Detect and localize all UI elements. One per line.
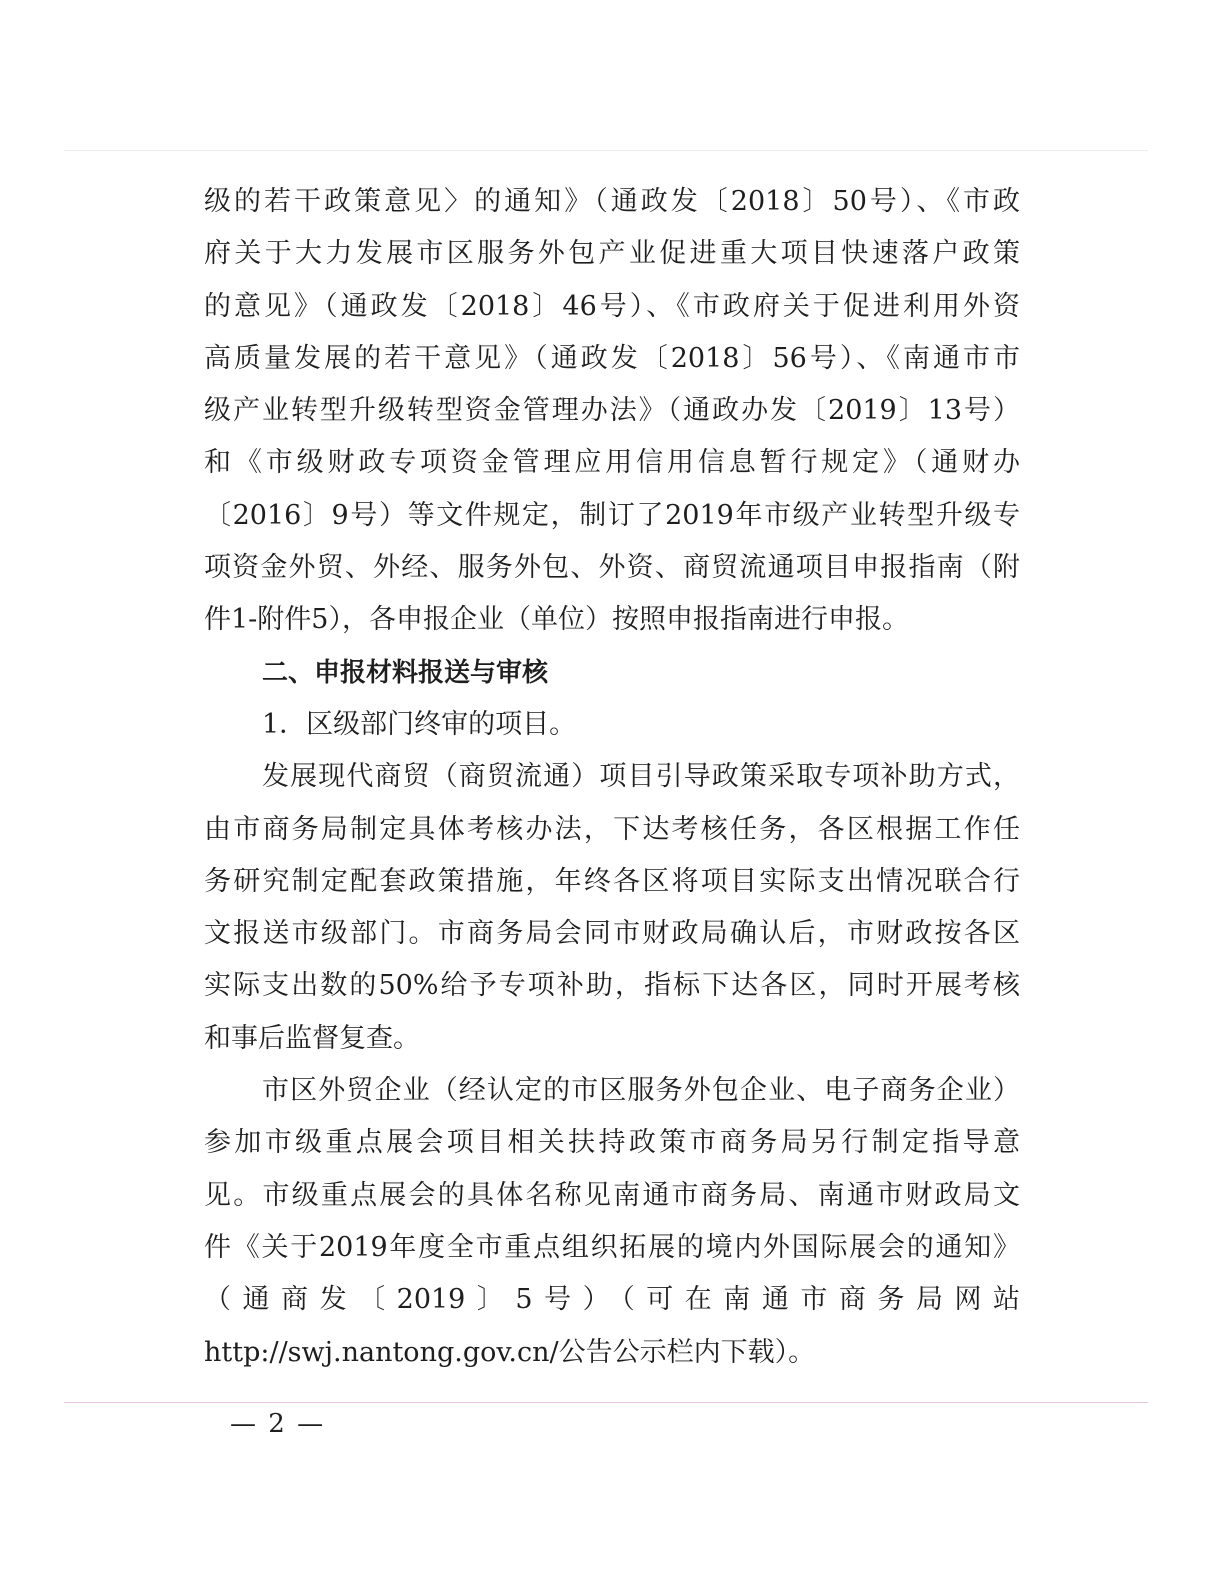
document-body (204, 176, 1020, 1379)
text-line: 见。市级重点展会的具体名称见南通市商务局、南通市财政局文 (204, 1179, 1020, 1211)
header-rule (64, 150, 1148, 151)
text-line: （通商发〔2019〕5号）（可在南通市商务局网站 (204, 1284, 1020, 1316)
text-line: 参加市级重点展会项目相关扶持政策市商务局另行制定指导意 (204, 1127, 1020, 1159)
text-line: 发展现代商贸（商贸流通）项目引导政策采取专项补助方式， (262, 761, 1020, 793)
text-line: 文报送市级部门。市商务局会同市财政局确认后，市财政按各区 (204, 918, 1020, 950)
text-line: 务研究制定配套政策措施，年终各区将项目实际支出情况联合行 (204, 865, 1020, 897)
section-heading: 二、申报材料报送与审核 (262, 657, 549, 688)
text-line: 由市商务局制定具体考核办法，下达考核任务，各区根据工作任 (204, 813, 1020, 845)
footer-rule (64, 1402, 1148, 1403)
text-line: 实际支出数的50%给予专项补助，指标下达各区，同时开展考核 (204, 970, 1020, 1002)
text-line: 府关于大力发展市区服务外包产业促进重大项目快速落户政策 (204, 238, 1020, 270)
subsection-heading: 1．区级部门终审的项目。 (262, 708, 577, 740)
text-line: 件《关于2019年度全市重点组织拓展的境内外国际展会的通知》 (204, 1231, 1020, 1263)
text-line: 市区外贸企业（经认定的市区服务外包企业、电子商务企业） (262, 1075, 1020, 1107)
text-line: 级的若干政策意见〉的通知》（通政发〔2018〕50号）、《市政 (204, 186, 1020, 217)
text-line: 级产业转型升级转型资金管理办法》（通政办发〔2019〕13号） (204, 395, 1020, 427)
text-line: http://swj.nantong.gov.cn/公告公示栏内下载）。 (204, 1336, 816, 1368)
text-line: 和事后监督复查。 (204, 1022, 420, 1054)
page-number: — 2 — (230, 1409, 326, 1439)
text-line: 的意见》（通政发〔2018〕46号）、《市政府关于促进利用外资 (204, 290, 1020, 322)
text-line: 〔2016〕9号）等文件规定，制订了2019年市级产业转型升级专 (204, 499, 1020, 531)
text-line: 项资金外贸、外经、服务外包、外资、商贸流通项目申报指南（附 (204, 552, 1020, 584)
text-line: 件1-附件5），各申报企业（单位）按照申报指南进行申报。 (204, 604, 909, 636)
text-line: 高质量发展的若干意见》（通政发〔2018〕56号）、《南通市市 (204, 342, 1020, 374)
text-line: 和《市级财政专项资金管理应用信用信息暂行规定》（通财办 (204, 447, 1020, 479)
